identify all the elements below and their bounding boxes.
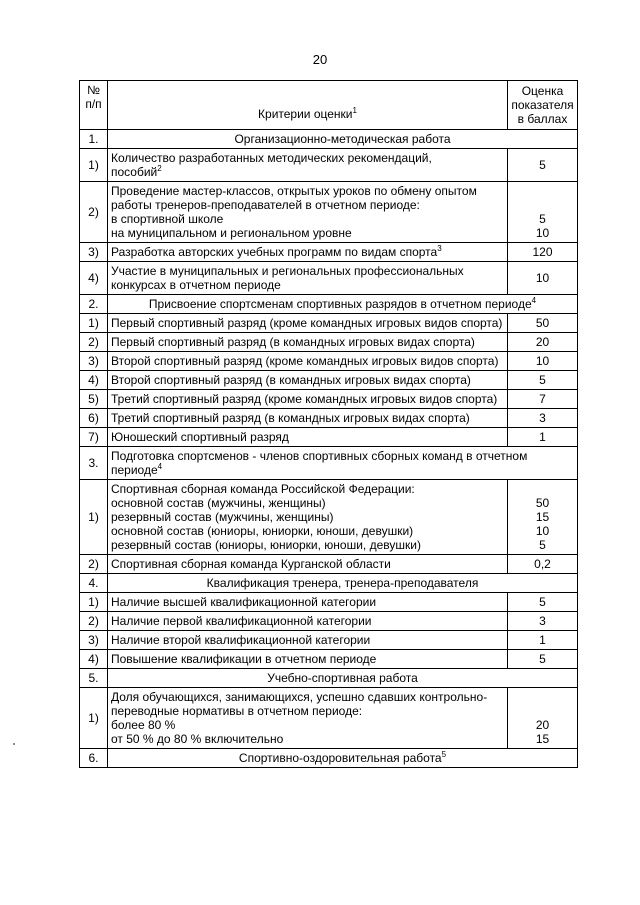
criterion-line	[111, 524, 504, 538]
row-number: 4)	[80, 262, 108, 295]
row-number: 4)	[80, 650, 108, 669]
criterion-text	[108, 688, 508, 749]
row-number: 2)	[80, 333, 108, 352]
criterion-text	[108, 352, 508, 371]
table-row	[80, 555, 578, 574]
footnote-marker: 5	[441, 750, 447, 759]
criterion-line-text: Второй спортивный разряд (в командных игровых видах спорта)	[111, 373, 471, 387]
criterion-text	[108, 149, 508, 182]
score-value	[508, 428, 578, 447]
criterion-line-text: Участие в муниципальных и региональных профессиональных конкурсах в отчетном периоде	[111, 264, 464, 292]
score-value-line: 10	[535, 271, 550, 285]
section-title-text: Подготовка спортсменов - членов спортивных сборных команд в отчетном периоде	[111, 449, 528, 477]
criterion-line-text: Спортивная сборная команда Курганской области	[111, 557, 391, 571]
row-number: 2)	[80, 182, 108, 243]
score-value-line: 5	[539, 595, 546, 609]
criterion-line	[111, 316, 504, 330]
footnote-marker: 3	[437, 244, 442, 253]
criterion-line-text: Количество разработанных методических рекомендаций,	[111, 151, 432, 165]
criterion-line-text: Первый спортивный разряд (в командных игровых видах спорта)	[111, 335, 475, 349]
criterion-line-text: Первый спортивный разряд (кроме командных игровых видов спорта)	[111, 316, 503, 330]
row-number: 7)	[80, 428, 108, 447]
criterion-line-text: основной состав (мужчины, женщины)	[111, 496, 326, 510]
table-row	[80, 593, 578, 612]
table-body	[80, 130, 578, 768]
criterion-line-text: от 50 % до 80 % включительно	[111, 732, 284, 746]
score-value	[508, 480, 578, 555]
criterion-line-text: Наличие высшей квалификационной категории	[111, 595, 377, 609]
criterion-line	[111, 354, 504, 368]
score-value	[508, 352, 578, 371]
score-value-line: 5	[539, 158, 546, 172]
criterion-line	[111, 226, 504, 240]
score-value-line: 20	[535, 718, 550, 732]
table-row	[80, 352, 578, 371]
score-value	[508, 631, 578, 650]
criterion-line-text: Третий спортивный разряд (в командных игровых видах спорта)	[111, 411, 470, 425]
criterion-line-text: Доля обучающихся, занимающихся, успешно сдавших контрольно-переводные нормативы в отчетном периоде:	[111, 690, 488, 718]
criterion-text	[108, 555, 508, 574]
table-row	[80, 149, 578, 182]
score-value-line: 15	[535, 732, 550, 746]
score-value	[508, 243, 578, 262]
criterion-line-text: Спортивная сборная команда Российской Федерации:	[111, 482, 415, 496]
row-number: 2)	[80, 612, 108, 631]
criterion-line-text: более 80 %	[111, 718, 176, 732]
section-title-text: Квалификация тренера, тренера-преподавателя	[206, 576, 479, 590]
criterion-line-text: Проведение мастер-классов, открытых уроков по обмену опытом работы тренеров-преподавателей в отчетном периоде:	[111, 184, 477, 212]
criterion-line	[111, 212, 504, 226]
table-row	[80, 612, 578, 631]
table-row	[80, 631, 578, 650]
row-number: 3.	[80, 447, 108, 480]
row-number: 3)	[80, 631, 108, 650]
section-title	[108, 669, 578, 688]
score-value-line: 5	[539, 538, 546, 552]
criterion-line	[111, 184, 504, 212]
row-number: 5.	[80, 669, 108, 688]
row-number: 6)	[80, 409, 108, 428]
criterion-line-text: Наличие второй квалификационной категории	[111, 633, 371, 647]
criterion-text	[108, 333, 508, 352]
score-value-line: 10	[535, 354, 550, 368]
score-value	[508, 182, 578, 243]
score-value-line: 7	[539, 392, 546, 406]
criterion-line	[111, 335, 504, 349]
criterion-text	[108, 409, 508, 428]
row-number: 4.	[80, 574, 108, 593]
criterion-line	[111, 652, 504, 666]
criterion-line	[111, 411, 504, 425]
criterion-line	[111, 614, 504, 628]
table-row	[80, 333, 578, 352]
header-criteria	[108, 81, 508, 130]
table-row	[80, 314, 578, 333]
criterion-line-text: резервный состав (мужчины, женщины)	[111, 510, 334, 524]
criterion-text	[108, 650, 508, 669]
footnote-marker: 2	[157, 164, 162, 173]
criterion-line	[111, 496, 504, 510]
criterion-line	[111, 732, 504, 746]
score-value-line: 20	[535, 335, 550, 349]
criterion-line-text: Третий спортивный разряд (кроме командных игровых видов спорта)	[111, 392, 498, 406]
section-title	[108, 447, 578, 480]
criterion-line	[111, 633, 504, 647]
section-title	[108, 749, 578, 768]
criterion-line-text: Юношеский спортивный разряд	[111, 430, 289, 444]
criterion-line-text: Наличие первой квалификационной категории	[111, 614, 372, 628]
criterion-line	[111, 510, 504, 524]
score-value-line: 5	[539, 373, 546, 387]
criterion-text	[108, 593, 508, 612]
section-row	[80, 447, 578, 480]
score-value	[508, 593, 578, 612]
score-value-line: 1	[539, 430, 546, 444]
header-score: Оценка показателя в баллах	[508, 81, 578, 130]
row-number: 1.	[80, 130, 108, 149]
header-criteria-footnote: 1	[352, 106, 357, 115]
header-criteria-label: Критерии оценки	[258, 107, 353, 121]
table-row	[80, 409, 578, 428]
row-number: 2)	[80, 555, 108, 574]
score-value-line: 5	[539, 212, 546, 226]
table-row	[80, 243, 578, 262]
criterion-line	[111, 557, 504, 571]
criterion-line	[111, 165, 504, 179]
criterion-line-text: Второй спортивный разряд (кроме командных игровых видов спорта)	[111, 354, 499, 368]
criterion-line	[111, 264, 504, 292]
score-value-line: 0,2	[534, 557, 551, 571]
section-title-text: Учебно-спортивная работа	[267, 671, 418, 685]
page-number: 20	[312, 52, 328, 67]
criterion-text	[108, 371, 508, 390]
row-number: 1)	[80, 688, 108, 749]
score-value-line: 3	[539, 411, 546, 425]
score-value-line: 50	[535, 496, 550, 510]
score-value	[508, 314, 578, 333]
criterion-line-text: на муниципальном и региональном уровне	[111, 226, 352, 240]
score-value-line: 1	[539, 633, 546, 647]
criterion-text	[108, 262, 508, 295]
row-number: 6.	[80, 749, 108, 768]
score-value	[508, 612, 578, 631]
score-value	[508, 149, 578, 182]
table-row	[80, 650, 578, 669]
criterion-text	[108, 428, 508, 447]
score-value-line: 10	[535, 524, 550, 538]
score-value-line: 15	[535, 510, 550, 524]
criterion-line-text: пособий	[111, 165, 158, 179]
row-number: 1)	[80, 149, 108, 182]
row-number: 1)	[80, 593, 108, 612]
criterion-line-text: в спортивной школе	[111, 212, 224, 226]
criterion-line	[111, 245, 504, 259]
score-value-line: 120	[532, 245, 553, 259]
section-row	[80, 295, 578, 314]
row-number: 3)	[80, 243, 108, 262]
section-row	[80, 574, 578, 593]
section-row	[80, 130, 578, 149]
row-number: 2.	[80, 295, 108, 314]
row-number: 5)	[80, 390, 108, 409]
score-value-line: 50	[535, 316, 550, 330]
score-value	[508, 390, 578, 409]
criterion-line-text: Разработка авторских учебных программ по видам спорта	[111, 245, 438, 259]
table-row	[80, 390, 578, 409]
criterion-text	[108, 480, 508, 555]
criteria-table	[79, 80, 578, 768]
score-value-line: 5	[539, 652, 546, 666]
criterion-line	[111, 151, 504, 165]
row-number: 4)	[80, 371, 108, 390]
criterion-line-text: основной состав (юниоры, юниорки, юноши, девушки)	[111, 524, 414, 538]
criterion-text	[108, 612, 508, 631]
table-row	[80, 428, 578, 447]
criterion-text	[108, 182, 508, 243]
section-title	[108, 295, 578, 314]
section-title-text: Организационно-методическая работа	[234, 132, 451, 146]
score-value	[508, 333, 578, 352]
section-title	[108, 574, 578, 593]
row-number: 1)	[80, 314, 108, 333]
criterion-text	[108, 631, 508, 650]
score-value	[508, 409, 578, 428]
score-value	[508, 371, 578, 390]
score-value	[508, 688, 578, 749]
table-row	[80, 262, 578, 295]
footnote-marker: 4	[157, 462, 163, 471]
table-row	[80, 480, 578, 555]
criterion-line	[111, 595, 504, 609]
score-value-line: 3	[539, 614, 546, 628]
criterion-line	[111, 718, 504, 732]
score-value	[508, 262, 578, 295]
section-title	[108, 130, 578, 149]
criterion-line	[111, 538, 504, 552]
criterion-line	[111, 482, 504, 496]
criterion-line	[111, 690, 504, 718]
row-number: 1)	[80, 480, 108, 555]
table-header-row	[80, 81, 578, 130]
table-row	[80, 182, 578, 243]
table-row	[80, 688, 578, 749]
header-number: № п/п	[80, 81, 108, 130]
criterion-line	[111, 430, 504, 444]
score-value	[508, 650, 578, 669]
score-value-line: 10	[535, 226, 550, 240]
criterion-line	[111, 373, 504, 387]
row-number: 3)	[80, 352, 108, 371]
section-row	[80, 669, 578, 688]
scan-speck	[13, 743, 15, 745]
footnote-marker: 4	[531, 296, 537, 305]
criterion-line	[111, 392, 504, 406]
criterion-line-text: Повышение квалификации в отчетном периоде	[111, 652, 377, 666]
criterion-text	[108, 390, 508, 409]
section-row	[80, 749, 578, 768]
criterion-text	[108, 243, 508, 262]
criterion-text	[108, 314, 508, 333]
score-value	[508, 555, 578, 574]
section-title-text: Спортивно-оздоровительная работа	[238, 751, 442, 765]
section-title-text: Присвоение спортсменам спортивных разрядов в отчетном периоде	[148, 297, 532, 311]
criterion-line-text: резервный состав (юниоры, юниорки, юноши, девушки)	[111, 538, 421, 552]
table-row	[80, 371, 578, 390]
